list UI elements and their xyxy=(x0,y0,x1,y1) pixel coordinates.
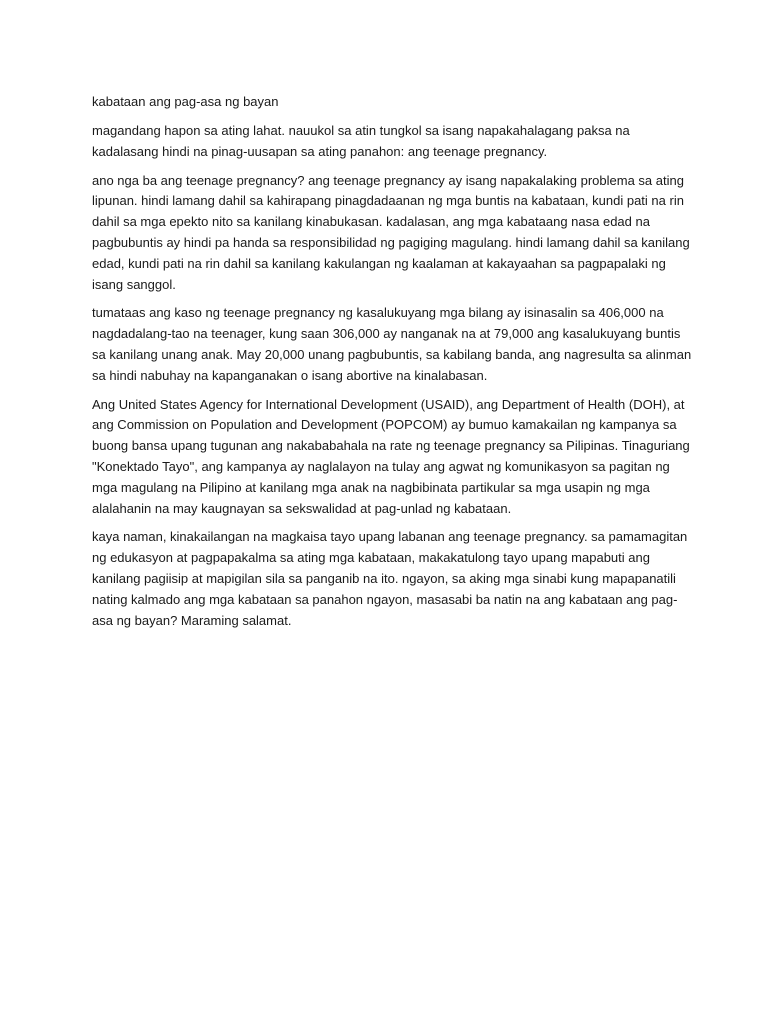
paragraph-campaign: Ang United States Agency for International Development (USAID), ang Department of Health (DOH), at ang Commission on Population and Development (POPCOM) ay bumuo kamakailan ng kampanya sa buong bansa upang tugunan ang nakababahala na rate ng teenage pregnancy sa Pilipinas. Tinaguriang "Konektado Tayo", ang kampanya ay naglalayon na tulay ang agwat ng komunikasyon sa pagitan ng mga magulang na Pilipino at kanilang mga anak na nagbibinata partikular sa mga usapin ng mga alalahanin na may kaugnayan sa sekswalidad at pag-unlad ng kabataan. xyxy=(92,396,690,516)
paragraph-conclusion: kaya naman, kinakailangan na magkaisa tayo upang labanan ang teenage pregnancy. sa pamamagitan ng edukasyon at pagpapakalma sa ating mga kabataan, makakatulong tayo upang mapabuti ang kanilang pagiisip at mapigilan sila sa panganib na ito. ngayon, sa aking mga sinabi kung mapapanatili nating kalmado ang mga kabataan sa panahon ngayon, masasabi ba natin na ang kabataan ang pag-asa ng bayan? Maraming salamat. xyxy=(92,529,688,628)
paragraph-definition: ano nga ba ang teenage pregnancy? ang teenage pregnancy ay isang napakalaking problema sa ating lipunan. hindi lamang dahil sa kahirapang pinagdadaanan ng mga buntis na kabataan, kundi pati na rin dahil sa mga epekto nito sa kanilang kinabukasan. kadalasan, ang mga kabataang nasa edad na pagbubuntis ay hindi pa handa sa responsibilidad ng pagiging magulang. hindi lamang dahil sa kanilang edad, kundi pati na rin dahil sa kanilang kakulangan ng kaalaman at kakayaahan sa pagpapalaki ng isang sanggol. xyxy=(92,172,690,292)
paragraph-intro: magandang hapon sa ating lahat. nauukol sa atin tungkol sa isang napakahalagang paksa na kadalasang hindi na pinag-uusapan sa ating panahon: ang teenage pregnancy. xyxy=(92,123,630,159)
document-page xyxy=(92,92,692,639)
document-title: kabataan ang pag-asa ng bayan xyxy=(92,94,279,109)
paragraph-statistics: tumataas ang kaso ng teenage pregnancy ng kasalukuyang mga bilang ay isinasalin sa 406,000 na nagdadalang-tao na teenager, kung saan 306,000 ay nanganak na at 79,000 ang kasalukuyang buntis sa kanilang unang anak. May 20,000 unang pagbubuntis, sa kabilang banda, ang nagresulta sa alinman sa hindi nabuhay na kapanganakan o isang abortive na kinalabasan. xyxy=(92,305,692,383)
